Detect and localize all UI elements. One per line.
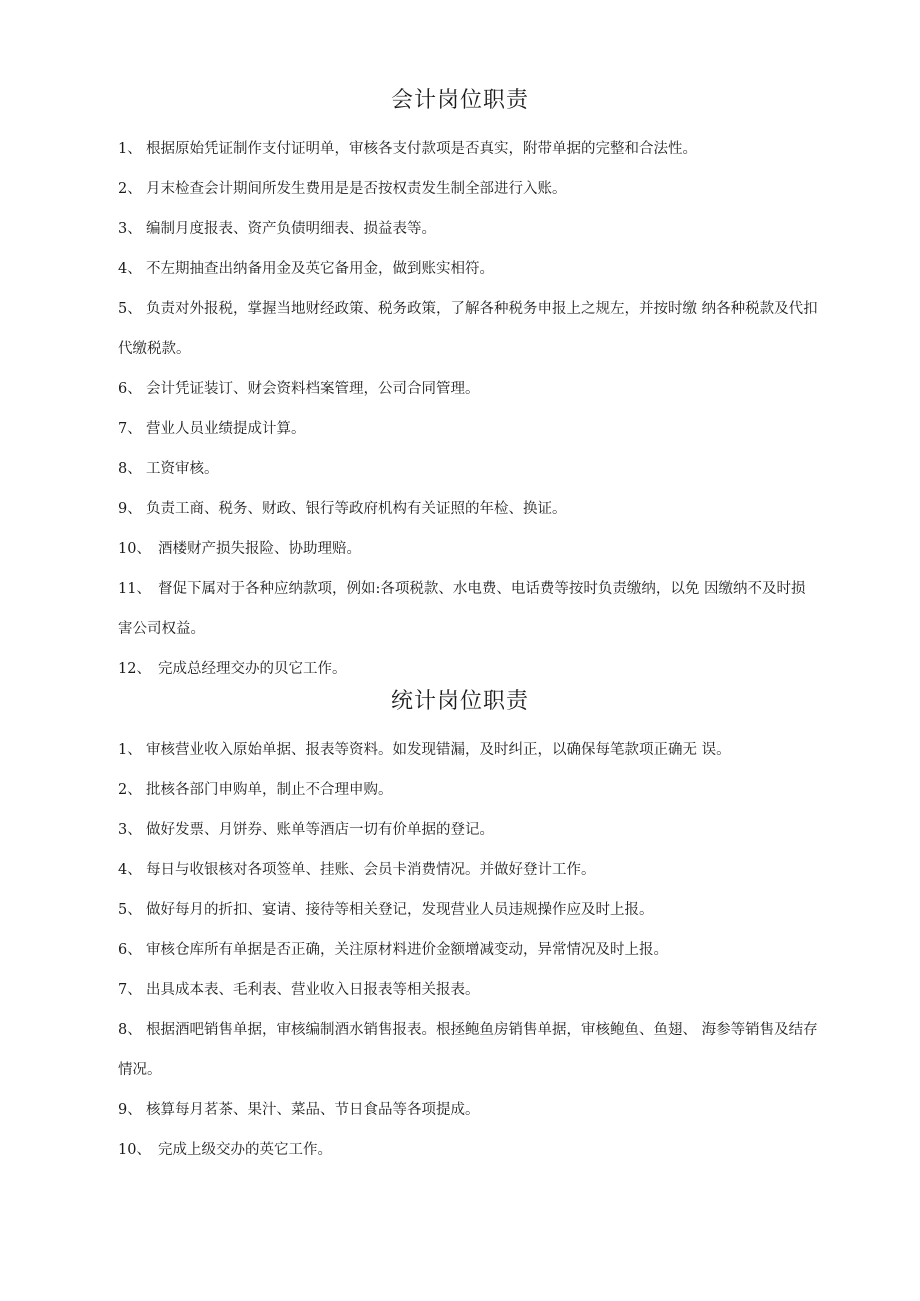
list-item: [118, 169, 818, 209]
list-item: [118, 770, 818, 810]
item-text: 负责工商、税务、财政、银行等政府机构有关证照的年检、换证。: [146, 501, 567, 517]
item-text: 营业人员业绩提成计算。: [146, 421, 306, 437]
item-text: 审核营业收入原始单据、报表等资料。如发现错漏，及时纠正，以确保每笔款项正确无 误。: [146, 742, 731, 758]
list-item: [118, 1130, 818, 1170]
item-text: 工资审核。: [146, 461, 219, 477]
item-number: 7、: [118, 982, 142, 998]
list-item: [118, 850, 818, 890]
item-text: 每日与收银核对各项签单、挂账、会员卡消费情况。并做好登计工作。: [146, 862, 596, 878]
list-item: [118, 1090, 818, 1130]
section-title-accounting: 会计岗位职责: [390, 88, 529, 113]
item-text: 审核仓库所有单据是否正确，关注原材料进价金额增减变动，异常情况及时上报。: [146, 942, 668, 958]
item-text: 会计凭证装订、财会资料档案管理，公司合同管理。: [146, 381, 480, 397]
item-number: 10、: [118, 541, 151, 557]
list-item: [118, 569, 818, 649]
item-text: 编制月度报表、资产负债明细表、损益表等。: [146, 221, 436, 237]
item-number: 6、: [118, 381, 142, 397]
list-item: [118, 449, 818, 489]
list-item: [118, 209, 818, 249]
item-text: 根据酒吧销售单据，审核编制酒水销售报表。根拯鲍鱼房销售单据，审核鲍鱼、鱼翅、 海参等销售及结存情况。: [118, 1022, 818, 1078]
item-number: 3、: [118, 221, 142, 237]
item-number: 11、: [118, 581, 151, 597]
item-text: 不左期抽查出纳备用金及英它备用金，做到账实相符。: [146, 261, 494, 277]
item-number: 5、: [118, 902, 142, 918]
list-item: [118, 970, 818, 1010]
list-item: [118, 409, 818, 449]
accounting-duties-list: [118, 129, 818, 689]
item-number: 2、: [118, 782, 142, 798]
list-item: [118, 129, 818, 169]
item-number: 3、: [118, 822, 142, 838]
item-text: 负责对外报税，掌握当地财经政策、税务政策，了解各种税务申报上之规左，并按时缴 纳各种税款及代扣代缴税款。: [118, 301, 818, 357]
item-text: 做好每月的折扣、宴请、接待等相关登记，发现营业人员违规操作应及时上报。: [146, 902, 654, 918]
item-text: 批核各部门申购单，制止不合理申购。: [146, 782, 393, 798]
item-number: 2、: [118, 181, 142, 197]
list-item: [118, 890, 818, 930]
list-item: [118, 529, 818, 569]
item-number: 5、: [118, 301, 142, 317]
item-number: 7、: [118, 421, 142, 437]
item-text: 月末检查会计期间所发生费用是是否按权责发生制全部进行入账。: [146, 181, 567, 197]
item-number: 12、: [118, 661, 151, 677]
item-text: 酒楼财产损失报险、协助理赔。: [158, 541, 361, 557]
list-item: [118, 489, 818, 529]
list-item: [118, 730, 818, 770]
item-number: 1、: [118, 742, 142, 758]
list-item: [118, 930, 818, 970]
item-number: 4、: [118, 862, 142, 878]
item-number: 10、: [118, 1142, 151, 1158]
item-number: 4、: [118, 261, 142, 277]
list-item: [118, 369, 818, 409]
section-title-statistics: 统计岗位职责: [390, 689, 529, 714]
list-item: [118, 1010, 818, 1090]
item-text: 出具成本表、毛利表、营业收入日报表等相关报表。: [146, 982, 480, 998]
item-text: 完成总经理交办的贝它工作。: [158, 661, 347, 677]
list-item: [118, 810, 818, 850]
item-number: 6、: [118, 942, 142, 958]
list-item: [118, 649, 818, 689]
item-text: 根据原始凭证制作支付证明单，审核各支付款项是否真实，附带单据的完整和合法性。: [146, 141, 697, 157]
item-number: 8、: [118, 1022, 142, 1038]
item-number: 9、: [118, 1102, 142, 1118]
list-item: [118, 289, 818, 369]
list-item: [118, 249, 818, 289]
item-number: 1、: [118, 141, 142, 157]
item-text: 核算每月茗茶、果汁、菜品、节日食品等各项提成。: [146, 1102, 480, 1118]
item-number: 8、: [118, 461, 142, 477]
item-text: 做好发票、月饼券、账单等酒店一切有价单据的登记。: [146, 822, 494, 838]
item-number: 9、: [118, 501, 142, 517]
item-text: 完成上级交办的英它工作。: [158, 1142, 332, 1158]
item-text: 督促下属对于各种应纳款项，例如:各项税款、水电费、电话费等按时负责缴纳，以免 因缴纳不及时损害公司权益。: [118, 581, 806, 637]
statistics-duties-list: [118, 730, 818, 1170]
